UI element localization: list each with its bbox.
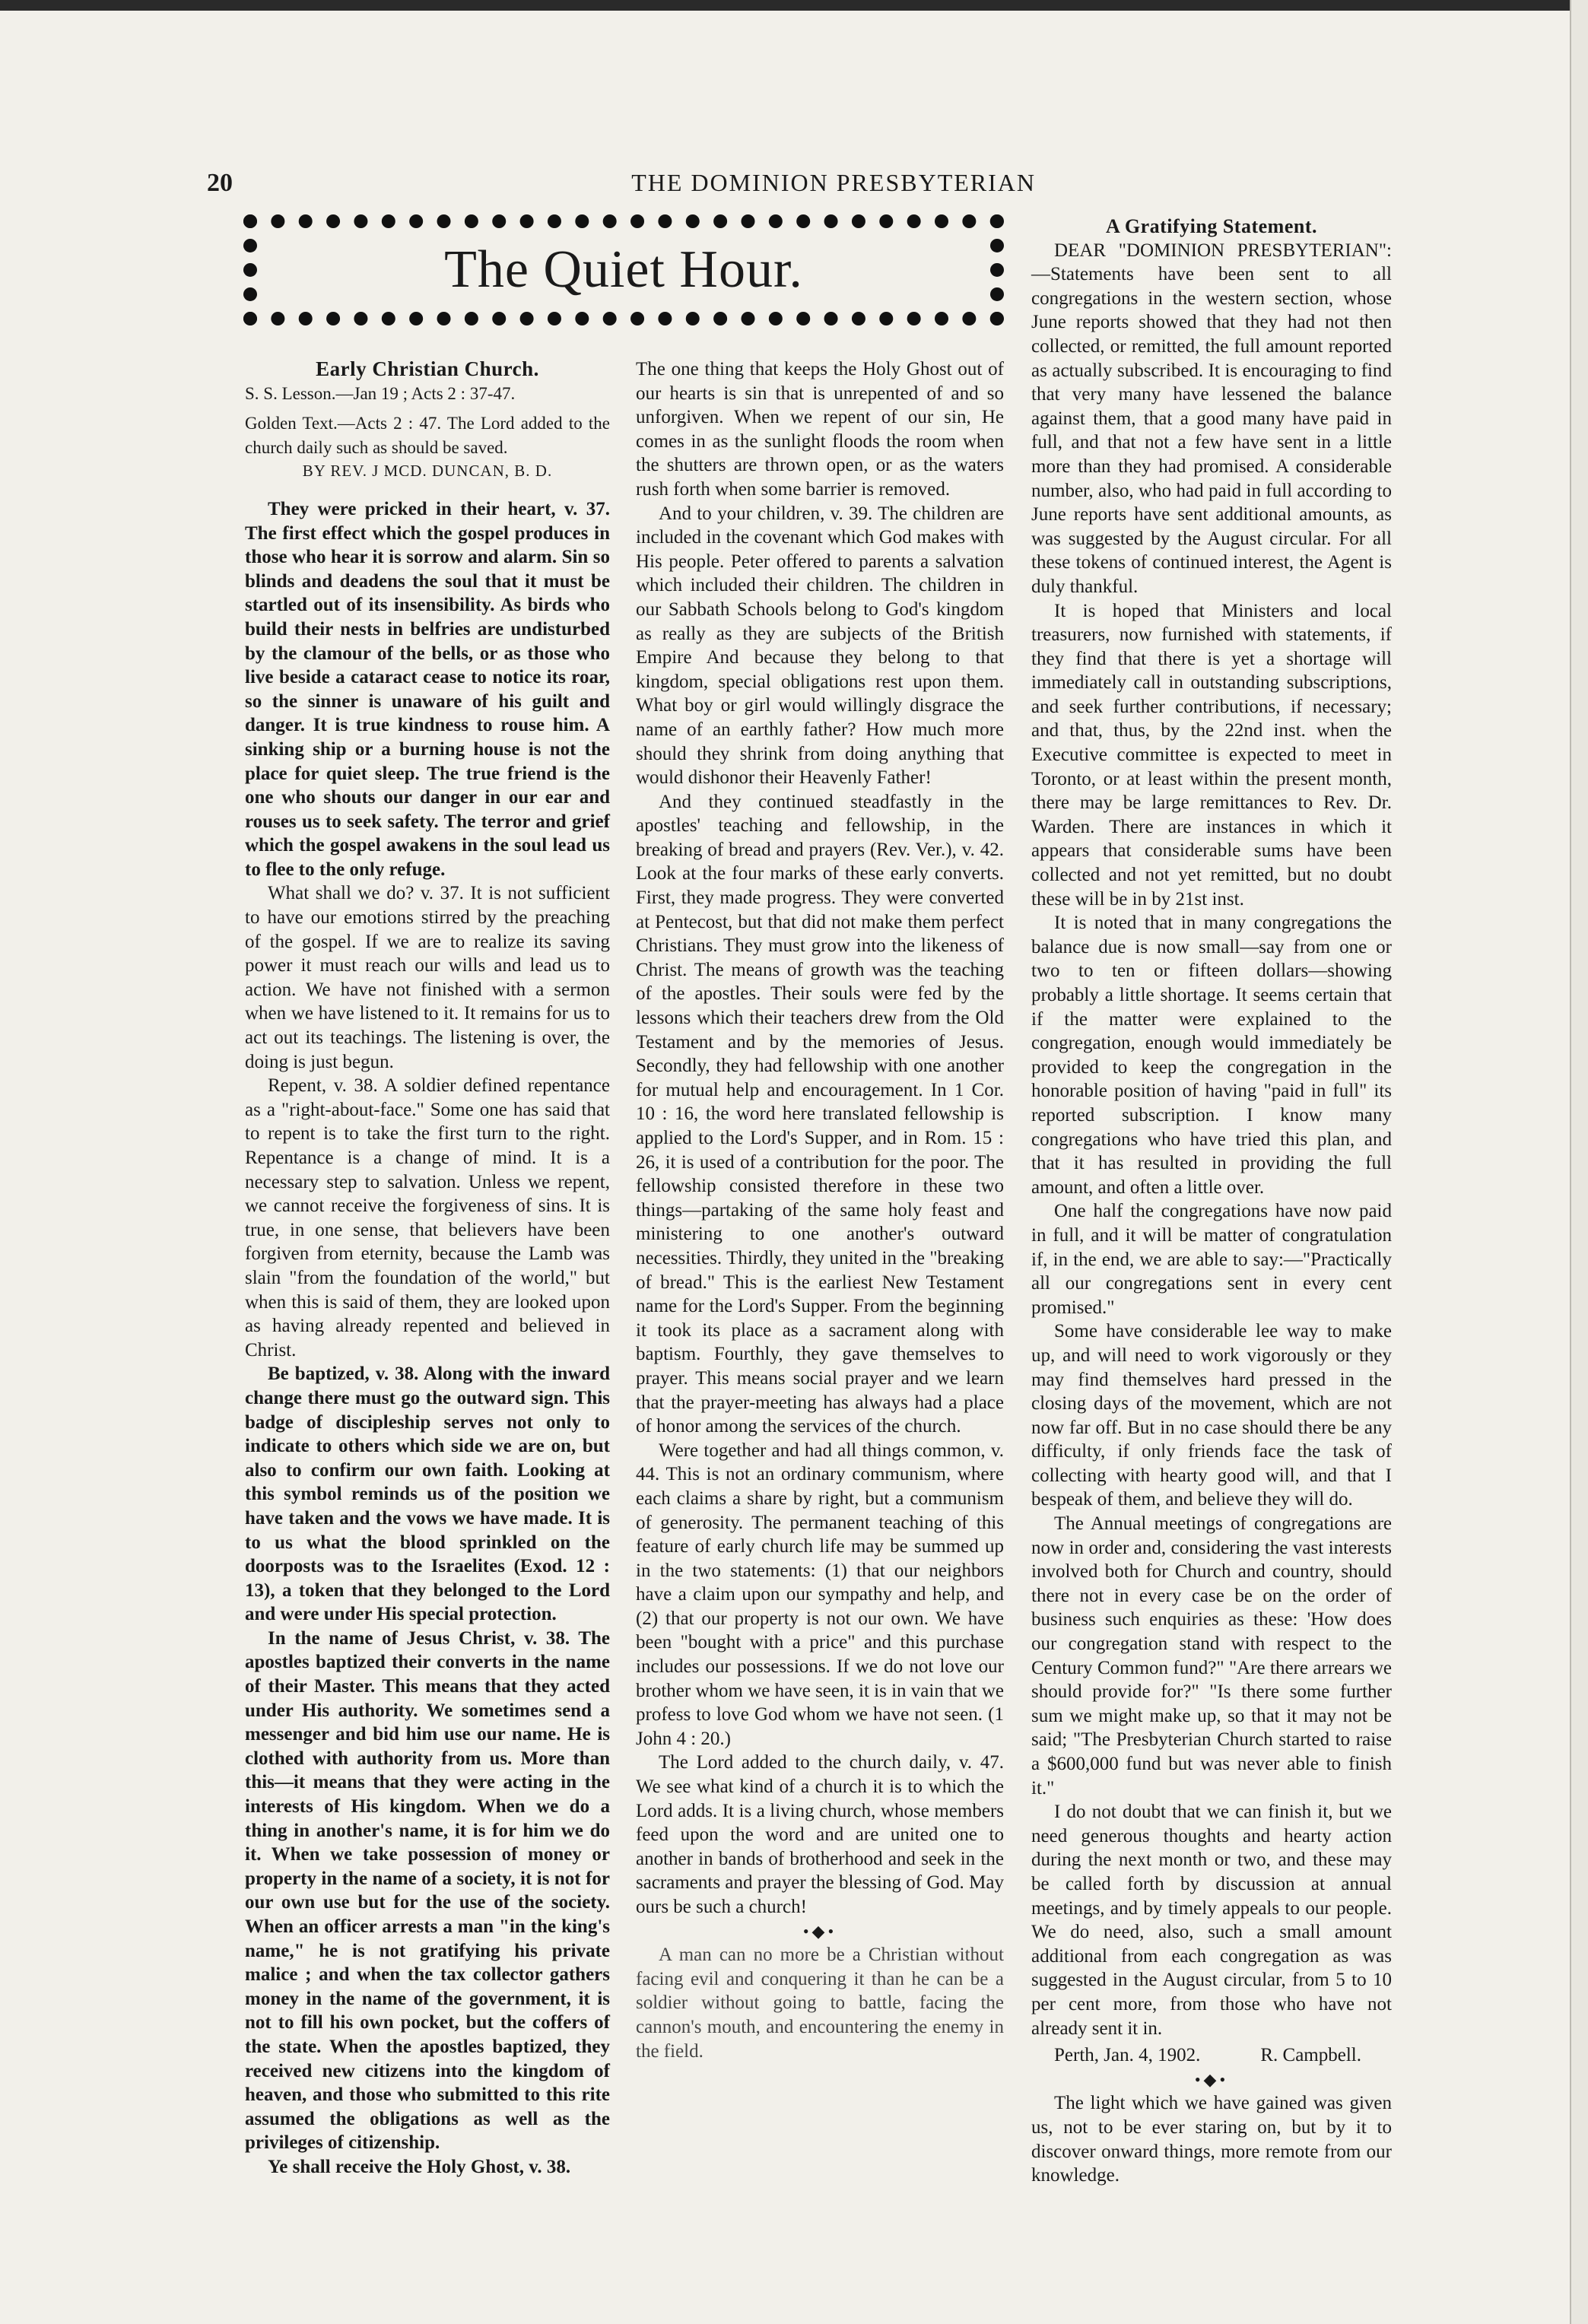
lesson-body-col1 bbox=[245, 497, 610, 2180]
quiet-hour-banner bbox=[243, 214, 1004, 325]
column-1 bbox=[245, 357, 610, 2180]
paragraph: DEAR "DOMINION PRESBYTERIAN":—Statements have been sent to all congregations in the western section, whose June reports showed that they had not then collected, or remitted, the full amount reported as actually subscribed. It is encouraging to find that very many have lessened the balance against them, that a good many have paid in full, and that not a few have sent in a little more than they had promised. A considerable number, also, who had paid in full according to June reports have sent additional amounts, as was suggested by the August circular. For all these tokens of continued interest, the Agent is duly thankful. bbox=[1031, 240, 1392, 597]
paragraph: It is hoped that Ministers and local treasurers, now furnished with statements, if they find that there is yet a shortage will immediately call in outstanding subscriptions, and seek further contributions, if necessary; and that, thus, by the 22nd inst. when the Executive committee is expected to meet in Toronto, or at least within the present month, there may be large remittances to Rev. Dr. Warden. There are instances in which it appears that considerable sums have been collected and not yet remitted, but no doubt these will be in by 21st inst. bbox=[1031, 600, 1392, 910]
divider-ornament: •◆• bbox=[1194, 2069, 1229, 2089]
divider-ornament: •◆• bbox=[802, 1921, 837, 1941]
author-byline: BY REV. J MCD. DUNCAN, B. D. bbox=[302, 462, 553, 481]
paragraph: The Annual meetings of congregations are now in order and, considering the vast interests involved both for Church and country, should there not in every case be on the order of business such enquiries as these: 'How does our congregation stand with respect to the Century Common fund?" "Are there arrears we should provide for?" "Is there some further sum we might make up, so that it may not be said; "The Presbyterian Church started to raise a $600,000 fund but was never able to finish it." bbox=[1031, 1513, 1392, 1799]
paragraph: Ye shall receive the Holy Ghost, v. 38. bbox=[268, 2156, 571, 2177]
paragraph: And to your children, v. 39. The children are included in the covenant which God makes with His people. Peter offered to parents a salvation which included their children. The children in our Sabbath Schools belong to God's kingdom as really as they are subjects of the British Empire And because they belong to that kingdom, special obligations rest upon them. What boy or girl would willingly disgrace the name of an earthly father? How much more should they shrink from doing anything that would dishonor their Heavenly Father! bbox=[636, 503, 1004, 789]
running-title: THE DOMINION PRESBYTERIAN bbox=[631, 169, 1036, 196]
paragraph: Were together and had all things common, v. 44. This is not an ordinary communism, where each claims a share by right, but a communism of generosity. The permanent teaching of this feature of early church life may be summed up in the two statements: (1) that our neighbors have a claim upon our sympathy and help, and (2) that our property is not our own. We have been "bought with a price" and this purchase includes our possessions. If we do not love our brother whom we have seen, it is in vain that we profess to love God whom we have not seen. (1 John 4 : 20.) bbox=[636, 1440, 1004, 1749]
statement-title: A Gratifying Statement. bbox=[1106, 215, 1317, 237]
paragraph: What shall we do? v. 37. It is not sufficient to have our emotions stirred by the preaching of the gospel. If we are to realize its saving power it must reach our wills and lead us to action. We have not finished with a sermon when we have listened to it. It remains for us to act out its teachings. The listening is over, the doing is just begun. bbox=[245, 883, 610, 1072]
paragraph: The Lord added to the church daily, v. 47. We see what kind of a church it is to which the Lord adds. It is a living church, whose members feed upon the word and are united one to another in bands of brotherhood and seek in the sacraments and prayer the blessing of God. May ours be such a church! bbox=[636, 1752, 1004, 1917]
paragraph: They were pricked in their heart, v. 37. The first effect which the gospel produces in those who hear it is sorrow and alarm. Sin so blinds and deadens the soul that it must be startled out of its insensibility. As birds who build their nests in belfries are undisturbed by the clamour of the bells, or as those who live beside a cataract cease to notice its roar, so the sinner is unaware of his guilt and danger. It is true kindness to rouse him. A sinking ship or a burning house is not the place for quiet sleep. The true friend is the one who shouts our danger in our ear and rouses us to seek safety. The terror and grief which the gospel awakens in the soul lead us to flee to the only refuge. bbox=[245, 498, 610, 880]
page-header bbox=[207, 169, 1036, 204]
column-2 bbox=[636, 357, 1004, 2063]
paragraph: In the name of Jesus Christ, v. 38. The apostles baptized their converts in the name of their Master. This means that they acted under His authority. We sometimes send a messenger and bid him use our name. He is clothed with authority from us. More than this—it means that they were acting in the interests of His kingdom. When we do a thing in another's name, it is for him we do it. When we take possession of money or property in the name of a society, it is not for our own use but for the use of the society. When an officer arrests a man "in the king's name," he is not gratifying his private malice ; and when the tax collector gathers money in the name of the government, it is not to fill his own pocket, but the coffers of the state. When the apostles baptized, they received new citizens into the kingdom of heaven, and those who submitted to this rite assumed the obligations as well as the privileges of citizenship. bbox=[245, 1627, 610, 2154]
signature-line bbox=[1031, 2043, 1392, 2068]
ss-lesson: S. S. Lesson.—Jan 19 ; Acts 2 : 37-47. bbox=[245, 383, 516, 403]
signature: R. Campbell. bbox=[1260, 2045, 1361, 2066]
page-number: 20 bbox=[207, 169, 233, 197]
quiet-hour-title: The Quiet Hour. bbox=[444, 240, 803, 299]
scan-top-edge bbox=[0, 0, 1588, 11]
paragraph: And they continued steadfastly in the apostles' teaching and fellowship, in the breaking of bread and prayers (Rev. Ver.), v. 42. Look at the four marks of these early converts. First, they made progress. They were converted at Pentecost, but that did not make them perfect Christians. They must grow into the likeness of Christ. The means of growth was the teaching of the apostles. Their souls were fed by the lessons which their teachers drew from the Old Testament and by the memories of Jesus. Secondly, they had fellowship with one another for mutual help and encouragement. In 1 Cor. 10 : 16, the word here translated fellowship is applied to the Lord's Supper, and in Rom. 15 : 26, it is used of a contribution for the poor. The fellowship consisted therefore in these two things—partaking of the same holy feast and ministering to one another's outward necessities. Thirdly, they united in the "breaking of bread." This is the earliest New Testament name for the Lord's Supper. From the beginning it took its place as a sacrament along with baptism. Fourthly, they gave themselves to prayer. This means social prayer and we learn that the prayer-meeting has always had a place of honor among the services of the church. bbox=[636, 791, 1004, 1437]
paragraph: A man can no more be a Christian without facing evil and conquering it than he can be a soldier without going to battle, facing the cannon's mouth, and encountering the enemy in the field. bbox=[636, 1945, 1004, 2062]
closing-paragraph: The light which we have gained was given us, not to be ever staring on, but by it to discover onward things, more remote from our knowledge. bbox=[1031, 2093, 1392, 2186]
paragraph: The one thing that keeps the Holy Ghost out of our hearts is sin that is unrepented of and so unforgiven. When we repent of our sin, He comes in as the sunlight floods the room when the shutters are thrown open, or as the waters rush forth when some barrier is removed. bbox=[636, 359, 1004, 500]
lesson-title: Early Christian Church. bbox=[316, 357, 539, 380]
paragraph: I do not doubt that we can finish it, but we need generous thoughts and hearty action during the next month or two, and these may be called forth by discussion at annual meetings, and by timely appeals to our people. We do need, also, such a small amount additional from each congregation as was suggested in the August circular, from 5 to 10 per cent more, from those who have not already sent it in. bbox=[1031, 1802, 1392, 2039]
place-date: Perth, Jan. 4, 1902. bbox=[1054, 2045, 1201, 2066]
golden-text: Golden Text.—Acts 2 : 47. The Lord added to the church daily such as should be saved. bbox=[245, 414, 610, 457]
paragraph: Be baptized, v. 38. Along with the inward change there must go the outward sign. This badge of discipleship serves not only to indicate to others which side we are on, but also to confirm our own faith. Looking at this symbol reminds us of the position we have taken and the vows we have made. It is to us what the blood sprinkled on the doorposts was to the Israelites (Exod. 12 : 13), a token that they belonged to the Lord and were under His special protection. bbox=[245, 1364, 610, 1625]
scan-right-edge bbox=[1570, 0, 1588, 2324]
paragraph: It is noted that in many congregations the balance due is now small—say from one or two to ten or fifteen dollars—showing probably a little shortage. It seems certain that if the matter were explained to the congregation, enough would immediately be provided to keep the congregation in the honorable position of having "paid in full" its reported subscription. I know many congregations who have tried this plan, and that it has resulted in providing the full amount, and often a little over. bbox=[1031, 913, 1392, 1198]
paragraph: One half the congregations have now paid in full, and it will be matter of congratulation if, in the end, we are able to say:—"Practically all our congregations sent in every cent promised." bbox=[1031, 1201, 1392, 1318]
paragraph: Some have considerable lee way to make up, and will need to work vigorously or they may find themselves hard pressed in the closing days of the movement, which are not now far off. But in no case should there be any difficulty, if only friends face the task of collecting with hearty good will, and that I bespeak of them, and believe they will do. bbox=[1031, 1321, 1392, 1510]
column-3 bbox=[1031, 214, 1392, 2188]
paragraph: Repent, v. 38. A soldier defined repentance as a "right-about-face." Some one has said that to repent is to take the first turn to the right. Repentance is a change of mind. It is a necessary step to salvation. Unless we repent, we cannot receive the forgiveness of sins. It is true, in one sense, that believers have been forgiven from eternity, because the Lamb was slain "from the foundation of the world," but when this is said of them, they are looked upon as having already repented and believed in Christ. bbox=[245, 1075, 610, 1360]
